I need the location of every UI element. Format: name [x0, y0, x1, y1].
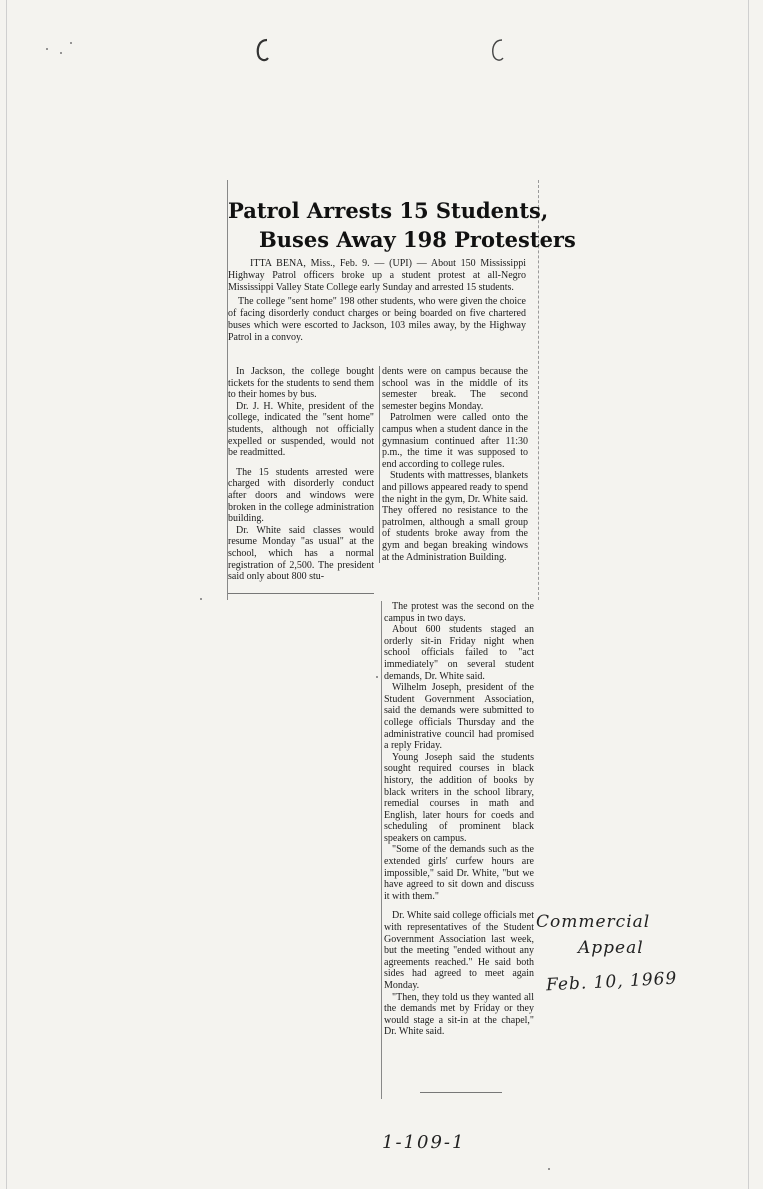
continuation-paragraph-7: "Then, they told us they wanted all the demands met by Friday or they would stage a sit-in at the chapel," Dr. White said.	[384, 991, 534, 1038]
continuation-paragraph-3: Wilhelm Joseph, president of the Student Government Association, said the demands were submitted to college officials Thursday and the administrative council had promised a reply Friday.	[384, 682, 534, 752]
continuation-paragraph-5: "Some of the demands such as the extended girls' curfew hours are impossible," said Dr. White, "but we have agreed to sit down and discuss it with them."	[384, 844, 534, 902]
scan-speck	[60, 52, 62, 54]
article-column-left	[228, 366, 374, 583]
headline-line-2: Buses Away 198 Protesters	[259, 227, 576, 252]
continuation-paragraph-2: About 600 students staged an orderly sit-in Friday night when school officials failed to "act immediately" on several student demands, Dr. White said.	[384, 624, 534, 682]
left-paragraph-1: In Jackson, the college bought tickets for the students to send them to their homes by bus.	[228, 366, 374, 401]
left-edge-shadow	[6, 0, 7, 1189]
right-paragraph-3: Students with mattresses, blankets and pillows appeared ready to spend the night in the gym, Dr. White said. They offered no resistance to the patrolmen, although a small group of students broke away from the gym and began breaking windows at the Administration Building.	[382, 470, 528, 563]
article-end-rule	[420, 1092, 502, 1093]
article-lead	[228, 258, 526, 344]
continuation-paragraph-4: Young Joseph said the students sought required courses in black history, the addition of books by black writers in the school library, remedial courses in math and English, later hours for coeds and scheduling of prominent black speakers on campus.	[384, 751, 534, 844]
article-column-right	[379, 366, 528, 563]
handwritten-date: Feb. 10, 1969	[545, 968, 678, 996]
continuation-paragraph-6: Dr. White said college officials met with representatives of the Student Government Association last week, but the meeting "ended without any agreements reached." He said both sides had agreed to meet again Monday.	[384, 910, 534, 991]
scan-speck	[548, 1168, 550, 1170]
punch-hole-left-icon	[255, 36, 271, 64]
handwritten-source-line-1: Commercial	[536, 912, 651, 932]
right-edge-shadow	[748, 0, 749, 1189]
lead-paragraph-1: ITTA BENA, Miss., Feb. 9. — (UPI) — About 150 Mississippi Highway Patrol officers broke up a student protest at all-Negro Mississippi Valley State College early Sunday and arrested 15 students.	[228, 258, 526, 293]
lead-paragraph-2: The college "sent home" 198 other students, who were given the choice of facing disorderly conduct charges or being boarded on five chartered buses which were escorted to Jackson, 103 miles away, by the Highway Patrol in a convoy.	[228, 296, 526, 343]
continuation-paragraph-1: The protest was the second on the campus in two days.	[384, 601, 534, 624]
punch-hole-right-icon	[490, 36, 506, 64]
right-paragraph-2: Patrolmen were called onto the campus when a student dance in the gymnasium continued after 11:30 p.m., the time it was supposed to end according to college rules.	[382, 412, 528, 470]
left-paragraph-4: Dr. White said classes would resume Monday "as usual" at the school, which has a normal registration of 2,500. The president said only about 800 stu-	[228, 524, 374, 583]
scan-speck	[46, 48, 48, 50]
left-paragraph-3: The 15 students arrested were charged with disorderly conduct after doors and windows were broken in the college administration building.	[228, 466, 374, 525]
article-continuation-column	[381, 601, 534, 1099]
left-column-end-rule	[228, 593, 374, 594]
left-paragraph-2: Dr. J. H. White, president of the college, indicated the "sent home" students, although not officially expelled or suspended, would not be readmitted.	[228, 400, 374, 459]
scan-speck	[70, 42, 72, 44]
scan-speck	[376, 676, 378, 678]
handwritten-source-line-2: Appeal	[578, 938, 644, 958]
right-paragraph-1: dents were on campus because the school was in the middle of its semester break. The second semester begins Monday.	[382, 366, 528, 412]
scan-speck	[200, 598, 202, 600]
headline-line-1: Patrol Arrests 15 Students,	[228, 198, 549, 223]
handwritten-page-number: 1-109-1	[382, 1132, 466, 1153]
